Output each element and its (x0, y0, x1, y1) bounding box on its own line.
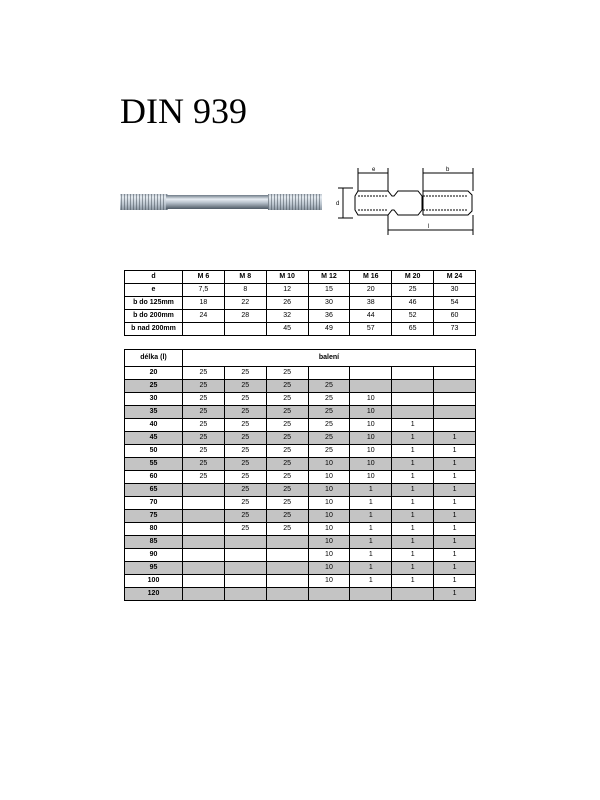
pack-cell: 1 (434, 523, 476, 536)
pack-cell (224, 549, 266, 562)
pack-cell: 25 (308, 432, 350, 445)
packaging-table (124, 349, 476, 601)
pack-row-length: 20 (125, 367, 183, 380)
spec-header-size: M 10 (266, 271, 308, 284)
pack-cell: 25 (266, 367, 308, 380)
pack-row-length: 25 (125, 380, 183, 393)
spec-cell: 15 (308, 284, 350, 297)
spec-cell (224, 323, 266, 336)
pack-cell (224, 588, 266, 601)
pack-cell: 10 (308, 510, 350, 523)
pack-cell: 25 (183, 393, 225, 406)
pack-row (125, 575, 476, 588)
spec-row-label: b do 200mm (125, 310, 183, 323)
pack-cell: 10 (350, 393, 392, 406)
page-title: DIN 939 (120, 91, 247, 131)
pack-cell: 1 (350, 562, 392, 575)
pack-cell: 25 (183, 445, 225, 458)
pack-cell: 10 (308, 458, 350, 471)
pack-cell (308, 367, 350, 380)
spec-header-size: M 16 (350, 271, 392, 284)
spec-cell: 44 (350, 310, 392, 323)
pack-row-length: 80 (125, 523, 183, 536)
pack-cell: 10 (350, 458, 392, 471)
pack-cell (183, 523, 225, 536)
pack-cell: 1 (350, 536, 392, 549)
pack-cell: 10 (308, 523, 350, 536)
pack-cell: 1 (392, 523, 434, 536)
pack-row-length: 60 (125, 471, 183, 484)
pack-cell: 1 (434, 445, 476, 458)
pack-row (125, 497, 476, 510)
pack-cell: 25 (224, 445, 266, 458)
pack-cell (392, 367, 434, 380)
pack-cell: 25 (224, 393, 266, 406)
pack-cell (183, 588, 225, 601)
spec-header-size: M 24 (434, 271, 476, 284)
pack-cell: 10 (308, 575, 350, 588)
pack-row (125, 419, 476, 432)
pack-cell: 25 (224, 380, 266, 393)
pack-cell: 1 (434, 562, 476, 575)
pack-cell (434, 380, 476, 393)
pack-cell: 1 (392, 471, 434, 484)
pack-cell: 25 (183, 406, 225, 419)
pack-row (125, 380, 476, 393)
pack-cell (224, 562, 266, 575)
pack-cell: 25 (224, 406, 266, 419)
spec-cell: 24 (183, 310, 225, 323)
pack-row-length: 100 (125, 575, 183, 588)
spec-cell: 49 (308, 323, 350, 336)
spec-row-label: e (125, 284, 183, 297)
pack-cell: 25 (183, 380, 225, 393)
pack-row (125, 367, 476, 380)
pack-row (125, 471, 476, 484)
pack-cell (224, 575, 266, 588)
pack-cell: 25 (224, 484, 266, 497)
pack-row (125, 562, 476, 575)
pack-cell: 10 (350, 406, 392, 419)
spec-cell: 7,5 (183, 284, 225, 297)
pack-cell (224, 536, 266, 549)
pack-cell (266, 549, 308, 562)
pack-cell (434, 406, 476, 419)
pack-row (125, 536, 476, 549)
pack-cell: 1 (392, 549, 434, 562)
stud-bolt-image (118, 188, 324, 218)
pack-cell (434, 419, 476, 432)
pack-cell: 1 (392, 497, 434, 510)
pack-row (125, 406, 476, 419)
pack-cell: 1 (392, 510, 434, 523)
pack-header-length: délka (l) (125, 350, 183, 367)
pack-header-packaging: balení (183, 350, 476, 367)
pack-cell (183, 549, 225, 562)
pack-row-length: 70 (125, 497, 183, 510)
pack-cell: 25 (266, 406, 308, 419)
pack-cell: 25 (183, 419, 225, 432)
spec-cell: 52 (392, 310, 434, 323)
pack-cell: 1 (434, 484, 476, 497)
pack-cell: 25 (308, 393, 350, 406)
spec-cell: 57 (350, 323, 392, 336)
pack-row-length: 65 (125, 484, 183, 497)
spec-cell: 36 (308, 310, 350, 323)
pack-cell: 1 (434, 432, 476, 445)
pack-cell: 25 (183, 367, 225, 380)
pack-cell (266, 536, 308, 549)
pack-row (125, 445, 476, 458)
pack-cell: 25 (266, 497, 308, 510)
pack-cell: 25 (266, 510, 308, 523)
spec-cell: 38 (350, 297, 392, 310)
dim-l-label: l (428, 224, 430, 230)
pack-cell: 10 (350, 445, 392, 458)
pack-cell (183, 575, 225, 588)
spec-row-label: b nad 200mm (125, 323, 183, 336)
pack-row (125, 510, 476, 523)
pack-cell: 10 (350, 419, 392, 432)
pack-cell (434, 367, 476, 380)
pack-row-length: 45 (125, 432, 183, 445)
pack-cell: 25 (224, 497, 266, 510)
pack-cell: 10 (308, 484, 350, 497)
pack-cell: 1 (392, 536, 434, 549)
pack-cell: 25 (224, 432, 266, 445)
dim-b-label: b (446, 167, 450, 173)
pack-cell (392, 406, 434, 419)
spec-cell: 20 (350, 284, 392, 297)
pack-cell: 10 (308, 497, 350, 510)
pack-row-length: 90 (125, 549, 183, 562)
spec-row (125, 310, 476, 323)
pack-cell: 25 (308, 406, 350, 419)
spec-table (124, 270, 476, 336)
pack-cell: 25 (183, 432, 225, 445)
pack-cell (392, 393, 434, 406)
spec-row (125, 297, 476, 310)
spec-cell: 32 (266, 310, 308, 323)
pack-cell: 25 (183, 471, 225, 484)
pack-cell: 25 (266, 523, 308, 536)
pack-cell: 25 (266, 445, 308, 458)
pack-cell: 25 (183, 458, 225, 471)
spec-cell: 73 (434, 323, 476, 336)
pack-cell: 25 (224, 458, 266, 471)
spec-cell (183, 323, 225, 336)
pack-row-length: 35 (125, 406, 183, 419)
pack-row-length: 120 (125, 588, 183, 601)
pack-cell: 10 (350, 471, 392, 484)
pack-cell (350, 588, 392, 601)
pack-cell: 1 (392, 432, 434, 445)
pack-header-row (125, 350, 476, 367)
pack-cell (392, 588, 434, 601)
pack-cell (434, 393, 476, 406)
spec-cell: 65 (392, 323, 434, 336)
pack-row-length: 40 (125, 419, 183, 432)
pack-row-length: 50 (125, 445, 183, 458)
pack-cell: 25 (308, 419, 350, 432)
pack-cell (350, 380, 392, 393)
pack-row-length: 85 (125, 536, 183, 549)
pack-cell (183, 497, 225, 510)
pack-row (125, 549, 476, 562)
pack-cell: 25 (224, 367, 266, 380)
pack-cell: 1 (392, 484, 434, 497)
pack-cell: 25 (266, 458, 308, 471)
spec-cell: 54 (434, 297, 476, 310)
spec-row-label: b do 125mm (125, 297, 183, 310)
pack-cell: 25 (224, 419, 266, 432)
spec-header-d: d (125, 271, 183, 284)
dim-d-label: d (336, 201, 340, 207)
pack-cell: 1 (350, 497, 392, 510)
pack-cell: 25 (266, 419, 308, 432)
pack-cell: 25 (266, 432, 308, 445)
pack-cell: 1 (392, 575, 434, 588)
pack-cell: 10 (308, 471, 350, 484)
pack-cell: 1 (350, 549, 392, 562)
spec-cell: 46 (392, 297, 434, 310)
pack-cell (350, 367, 392, 380)
pack-cell: 1 (392, 562, 434, 575)
pack-row-length: 95 (125, 562, 183, 575)
pack-cell: 1 (392, 458, 434, 471)
pack-cell (183, 536, 225, 549)
pack-cell (392, 380, 434, 393)
pack-row-length: 30 (125, 393, 183, 406)
pack-cell: 25 (224, 471, 266, 484)
pack-cell (308, 588, 350, 601)
pack-cell: 25 (266, 380, 308, 393)
pack-cell: 25 (266, 393, 308, 406)
pack-cell: 1 (434, 588, 476, 601)
pack-cell: 25 (224, 510, 266, 523)
pack-cell: 25 (308, 380, 350, 393)
pack-cell: 10 (308, 536, 350, 549)
pack-row (125, 588, 476, 601)
spec-header-size: M 8 (224, 271, 266, 284)
spec-cell: 28 (224, 310, 266, 323)
pack-cell: 25 (224, 523, 266, 536)
pack-cell: 1 (434, 471, 476, 484)
spec-cell: 60 (434, 310, 476, 323)
pack-row (125, 523, 476, 536)
dim-e-label: e (372, 167, 376, 173)
spec-cell: 25 (392, 284, 434, 297)
spec-cell: 30 (308, 297, 350, 310)
pack-cell (266, 575, 308, 588)
spec-cell: 18 (183, 297, 225, 310)
pack-cell: 10 (308, 549, 350, 562)
pack-cell: 25 (308, 445, 350, 458)
spec-cell: 30 (434, 284, 476, 297)
pack-cell: 1 (350, 575, 392, 588)
pack-cell: 25 (266, 484, 308, 497)
pack-cell: 1 (350, 523, 392, 536)
pack-cell: 1 (392, 419, 434, 432)
pack-cell (183, 562, 225, 575)
spec-header-row (125, 271, 476, 284)
pack-row (125, 484, 476, 497)
spec-row (125, 323, 476, 336)
pack-cell: 1 (434, 549, 476, 562)
pack-cell (266, 562, 308, 575)
pack-cell (183, 484, 225, 497)
pack-row (125, 393, 476, 406)
pack-cell: 1 (434, 575, 476, 588)
pack-row (125, 458, 476, 471)
pack-cell: 1 (350, 484, 392, 497)
spec-header-size: M 12 (308, 271, 350, 284)
pack-cell (183, 510, 225, 523)
spec-header-size: M 20 (392, 271, 434, 284)
pack-cell: 10 (350, 432, 392, 445)
pack-cell: 25 (266, 471, 308, 484)
spec-cell: 8 (224, 284, 266, 297)
spec-cell: 12 (266, 284, 308, 297)
pack-cell: 1 (392, 445, 434, 458)
spec-cell: 26 (266, 297, 308, 310)
spec-row (125, 284, 476, 297)
pack-cell: 1 (434, 497, 476, 510)
spec-cell: 45 (266, 323, 308, 336)
pack-cell: 1 (434, 536, 476, 549)
pack-cell: 10 (308, 562, 350, 575)
pack-cell: 1 (434, 458, 476, 471)
pack-row (125, 432, 476, 445)
spec-cell: 22 (224, 297, 266, 310)
technical-drawing (328, 163, 478, 238)
pack-cell (266, 588, 308, 601)
spec-header-size: M 6 (183, 271, 225, 284)
pack-cell: 1 (434, 510, 476, 523)
pack-row-length: 75 (125, 510, 183, 523)
pack-cell: 1 (350, 510, 392, 523)
pack-row-length: 55 (125, 458, 183, 471)
